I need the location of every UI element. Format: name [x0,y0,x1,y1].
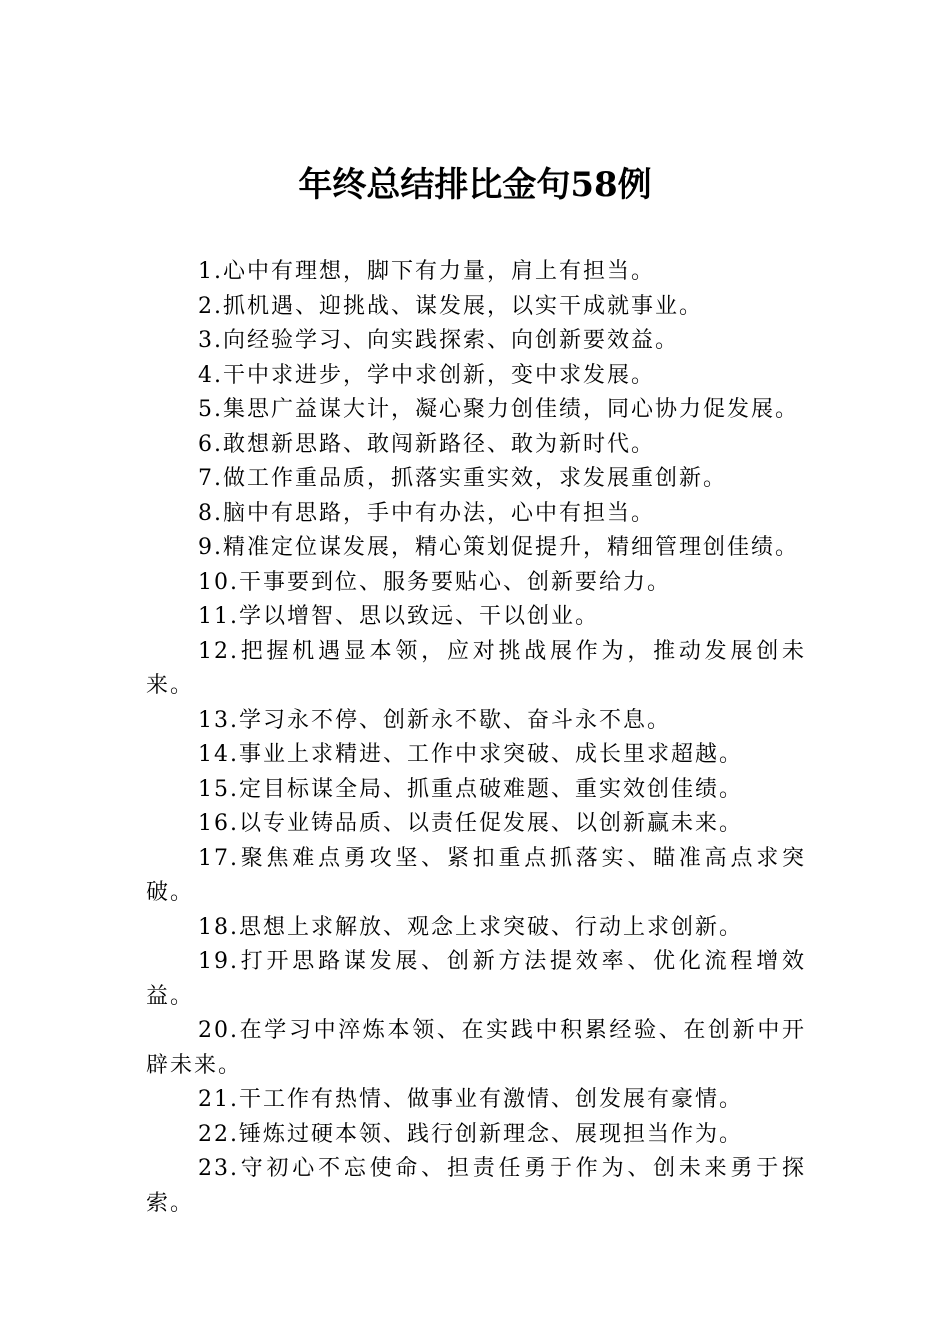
list-item: 12.把握机遇显本领，应对挑战展作为，推动发展创未来。 [146,638,806,698]
document-title: 年终总结排比金句58例 [298,165,652,205]
list-item: 2.抓机遇、迎挑战、谋发展，以实干成就事业。 [198,293,703,319]
list-item: 16.以专业铸品质、以责任促发展、以创新赢未来。 [198,811,743,836]
list-item: 11.学以增智、思以致远、干以创业。 [198,604,599,629]
list-item: 15.定目标谋全局、抓重点破难题、重实效创佳绩。 [198,776,743,802]
list-item: 13.学习永不停、创新永不歇、奋斗永不息。 [198,707,671,733]
list-item: 9.精准定位谋发展，精心策划促提升，精细管理创佳绩。 [198,535,799,560]
list-item: 5.集思广益谋大计，凝心聚力创佳绩，同心协力促发展。 [198,397,799,422]
list-item: 19.打开思路谋发展、创新方法提效率、优化流程增效益。 [146,949,806,1009]
list-item: 14.事业上求精进、工作中求突破、成长里求超越。 [198,742,743,767]
list-item: 17.聚焦难点勇攻坚、紧扣重点抓落实、瞄准高点求突破。 [146,845,806,905]
list-item: 4.干中求进步，学中求创新，变中求发展。 [198,362,655,388]
list-item: 6.敢想新思路、敢闯新路径、敢为新时代。 [198,431,655,457]
list-item: 21.干工作有热情、做事业有激情、创发展有豪情。 [198,1087,743,1112]
list-item: 3.向经验学习、向实践探索、向创新要效益。 [198,328,679,353]
list-item: 8.脑中有思路，手中有办法，心中有担当。 [198,500,655,526]
document-body [146,255,806,1221]
list-item: 18.思想上求解放、观念上求突破、行动上求创新。 [198,914,743,940]
list-item: 7.做工作重品质，抓落实重实效，求发展重创新。 [198,466,727,491]
list-item: 22.锤炼过硬本领、践行创新理念、展现担当作为。 [198,1121,743,1147]
list-item: 1.心中有理想，脚下有力量，肩上有担当。 [198,259,655,284]
list-item: 23.守初心不忘使命、担责任勇于作为、创未来勇于探索。 [146,1156,806,1216]
list-item: 10.干事要到位、服务要贴心、创新要给力。 [198,569,671,595]
list-item: 20.在学习中淬炼本领、在实践中积累经验、在创新中开辟未来。 [146,1018,806,1078]
